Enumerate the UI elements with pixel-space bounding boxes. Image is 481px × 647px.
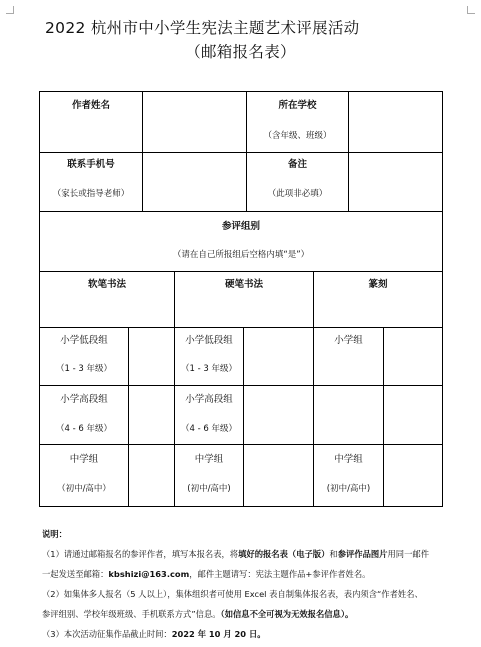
instruction-text: ，邮件主题请写：宪法主题作品+参评作者姓名。 <box>189 569 371 579</box>
row-divider <box>40 444 442 445</box>
instruction-text: 用同一邮件 <box>387 549 429 559</box>
soft-group-1-grade: （1 - 3 年级） <box>56 364 112 374</box>
hard-group-3: 中学组 <box>194 454 224 465</box>
column-seal-carving: 篆刻 <box>368 279 388 290</box>
author-name-label: 作者姓名 <box>71 100 110 111</box>
school-label: 所在学校 <box>278 100 317 111</box>
col-divider <box>348 92 349 211</box>
remark-hint: （此项非必填） <box>267 189 328 199</box>
fill-col-divider <box>243 327 244 506</box>
row-divider <box>40 152 442 153</box>
col-divider <box>142 92 143 211</box>
hard-group-3-grade: (初中/高中) <box>187 484 231 494</box>
instruction-2-line-2 <box>42 604 462 624</box>
instruction-text: 一起发送至邮箱： <box>42 569 109 579</box>
soft-group-3: 中学组 <box>69 454 99 465</box>
document-title: 2022 杭州市中小学生宪法主题艺术评展活动 <box>45 19 360 37</box>
deadline-date: 2022 年 10 月 20 日。 <box>171 629 266 639</box>
col-divider <box>313 271 314 506</box>
contact-email: kbshizi@163.com <box>108 569 190 579</box>
remark-label: 备注 <box>287 159 307 170</box>
registration-form-table <box>39 91 443 507</box>
hard-group-2-grade: （4 - 6 年级） <box>181 424 237 434</box>
column-soft-brush: 软笔书法 <box>87 279 126 290</box>
row-divider <box>40 271 442 272</box>
row-divider <box>40 211 442 212</box>
hard-group-1: 小学低段组 <box>185 335 233 346</box>
fill-col-divider <box>128 327 129 506</box>
instruction-text: （1）请通过邮箱报名的参评作者，填写本报名表，将 <box>42 549 239 559</box>
category-hint: （请在自己所报组后空格内填“是”） <box>172 250 310 260</box>
instruction-3 <box>42 624 462 644</box>
instruction-text: 参评组别、学校年级班级、手机联系方式”信息。 <box>42 609 221 619</box>
instructions-heading: 说明： <box>42 529 67 539</box>
seal-group-3-grade: (初中/高中) <box>326 484 371 494</box>
crop-mark-top-left <box>6 6 14 14</box>
instruction-text: 和 <box>329 549 338 559</box>
soft-group-2-grade: （4 - 6 年级） <box>56 424 112 434</box>
document-subtitle: （邮箱报名表） <box>185 43 296 61</box>
col-divider <box>174 271 175 506</box>
soft-group-1: 小学低段组 <box>60 335 108 346</box>
instruction-1-line-1 <box>42 544 462 564</box>
seal-group-3: 中学组 <box>334 454 363 465</box>
hard-group-2: 小学高段组 <box>185 394 233 405</box>
instruction-emphasis: 参评作品图片 <box>337 549 388 559</box>
crop-mark-top-right <box>467 6 475 14</box>
soft-group-3-grade: （初中/高中） <box>57 484 111 494</box>
school-hint: （含年级、班级） <box>263 131 332 141</box>
instruction-1-line-2 <box>42 564 462 584</box>
hard-group-1-grade: （1 - 3 年级） <box>181 364 237 374</box>
column-hard-pen: 硬笔书法 <box>224 279 263 290</box>
instruction-2-line-1: （2）如集体多人报名（5 人以上），集体组织者可使用 Excel 表自制集体报名表，表内须含“作者姓名、 <box>42 589 423 599</box>
row-divider <box>40 327 442 328</box>
category-title: 参评组别 <box>221 221 260 232</box>
instruction-emphasis: （如信息不全可视为无效报名信息）。 <box>220 609 354 619</box>
row-divider <box>40 385 442 386</box>
instruction-emphasis: 填好的报名表（电子版） <box>238 549 330 559</box>
soft-group-2: 小学高段组 <box>60 394 108 405</box>
fill-col-divider <box>383 327 384 506</box>
instruction-text: （3）本次活动征集作品截止时间： <box>42 629 172 639</box>
instructions <box>42 524 462 644</box>
phone-hint: （家长或指导老师） <box>52 189 130 199</box>
phone-label: 联系手机号 <box>67 159 115 170</box>
seal-group-1: 小学组 <box>334 335 363 346</box>
